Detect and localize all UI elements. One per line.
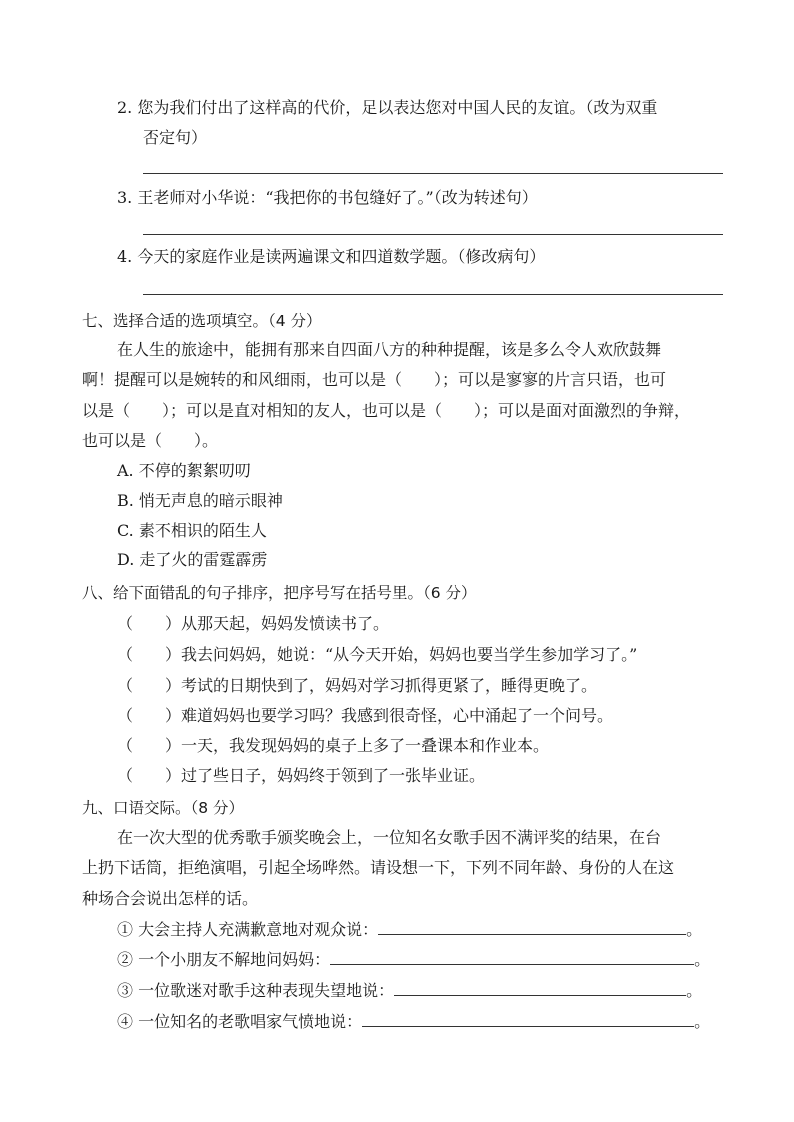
ordering-item-2[interactable]: （ ）我去问妈妈，她说：“从今天开始，妈妈也要当学生参加学习了。” xyxy=(117,645,638,664)
end-mark: 。 xyxy=(694,950,711,969)
end-mark: 。 xyxy=(686,981,703,1000)
dialog-answer-line-1[interactable] xyxy=(378,920,686,935)
option-c: C. 素不相识的陌生人 xyxy=(117,521,267,540)
option-d: D. 走了火的雷霆霹雳 xyxy=(117,550,268,569)
section-9-heading: 九、口语交际。（8 分） xyxy=(82,799,245,817)
answer-line-2[interactable] xyxy=(143,173,723,174)
dialog-prompt-3 xyxy=(117,981,702,1001)
ordering-item-4[interactable]: （ ）难道妈妈也要学习吗？我感到很奇怪，心中涌起了一个问号。 xyxy=(117,706,614,725)
dialog-prompt-2-text: ② 一个小朋友不解地问妈妈： xyxy=(117,950,331,969)
dialog-prompt-1-text: ① 大会主持人充满歉意地对观众说： xyxy=(117,920,379,939)
dialog-prompt-2 xyxy=(117,950,710,970)
dialog-prompt-4 xyxy=(117,1012,710,1032)
end-mark: 。 xyxy=(694,1012,711,1031)
dialog-answer-line-2[interactable] xyxy=(330,950,694,965)
answer-line-3[interactable] xyxy=(143,234,723,235)
section-7-heading: 七、选择合适的选项填空。（4 分） xyxy=(82,312,322,330)
section-7-paragraph-line-3: 以是（ ）；可以是直对相知的友人，也可以是（ ）；可以是面对面激烈的争辩， xyxy=(82,401,691,420)
ordering-item-5[interactable]: （ ）一天，我发现妈妈的桌子上多了一叠课本和作业本。 xyxy=(117,736,550,755)
question-3: 3. 王老师对小华说：“我把你的书包缝好了。”（改为转述句） xyxy=(117,188,538,207)
ordering-item-1[interactable]: （ ）从那天起，妈妈发愤读书了。 xyxy=(117,614,390,633)
dialog-answer-line-4[interactable] xyxy=(362,1012,694,1027)
dialog-prompt-1 xyxy=(117,920,702,940)
question-2-line-1: 2. 您为我们付出了这样高的代价，足以表达您对中国人民的友谊。（改为双重 xyxy=(117,98,658,117)
section-9-paragraph-line-1: 在一次大型的优秀歌手颁奖晚会上，一位知名女歌手因不满评奖的结果，在台 xyxy=(117,828,662,847)
dialog-prompt-4-text: ④ 一位知名的老歌唱家气愤地说： xyxy=(117,1012,363,1031)
option-a: A. 不停的絮絮叨叨 xyxy=(117,461,251,480)
ordering-item-6[interactable]: （ ）过了些日子，妈妈终于领到了一张毕业证。 xyxy=(117,766,486,785)
section-7-paragraph-line-1: 在人生的旅途中，能拥有那来自四面八方的种种提醒，该是多么令人欢欣鼓舞 xyxy=(117,340,662,359)
section-9-paragraph-line-3: 种场合会说出怎样的话。 xyxy=(82,889,259,908)
ordering-item-3[interactable]: （ ）考试的日期快到了，妈妈对学习抓得更紧了，睡得更晚了。 xyxy=(117,676,598,695)
section-7-paragraph-line-2: 啊！提醒可以是婉转的和风细雨，也可以是（ ）；可以是寥寥的片言只语，也可 xyxy=(82,370,667,389)
section-8-heading: 八、给下面错乱的句子排序，把序号写在括号里。（6 分） xyxy=(82,584,477,602)
answer-line-4[interactable] xyxy=(143,294,723,295)
question-2-line-2: 否定句） xyxy=(143,128,208,147)
end-mark: 。 xyxy=(686,920,703,939)
question-4: 4. 今天的家庭作业是读两遍课文和四道数学题。（修改病句） xyxy=(117,247,546,266)
dialog-prompt-3-text: ③ 一位歌迷对歌手这种表现失望地说： xyxy=(117,981,395,1000)
section-7-paragraph-line-4: 也可以是（ ）。 xyxy=(82,431,219,450)
option-b: B. 悄无声息的暗示眼神 xyxy=(117,491,283,510)
dialog-answer-line-3[interactable] xyxy=(394,981,686,996)
section-9-paragraph-line-2: 上扔下话筒，拒绝演唱，引起全场哗然。请设想一下，下列不同年龄、身份的人在这 xyxy=(82,858,675,877)
